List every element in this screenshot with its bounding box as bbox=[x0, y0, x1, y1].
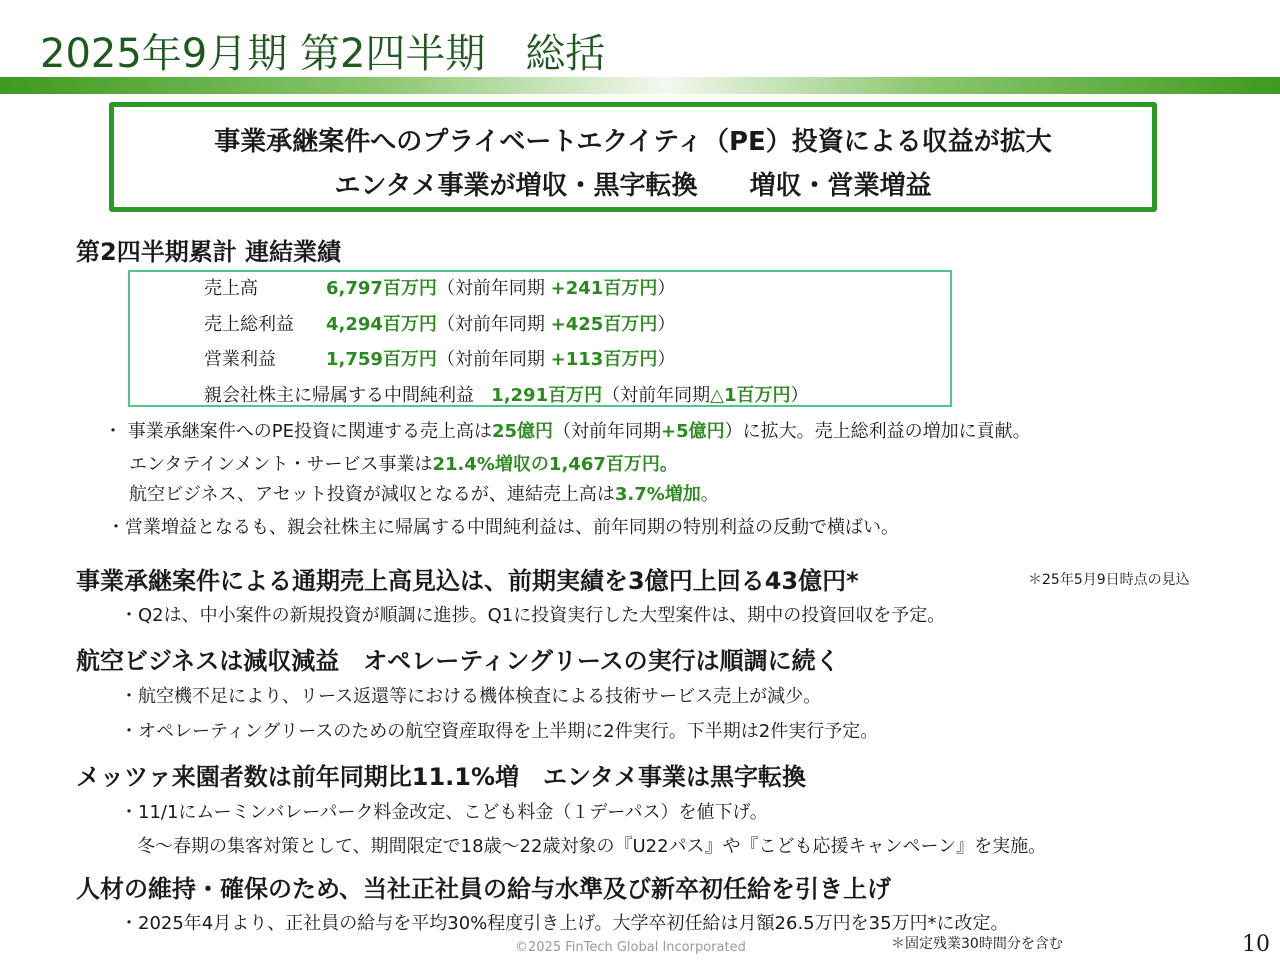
section-heading-metsa: メッツァ来園者数は前年同期比11.1%増 エンタメ事業は黒字転換 bbox=[76, 763, 807, 791]
result-compare-open: （対前年同期 bbox=[436, 349, 545, 370]
result-compare-open: （対前年同期 bbox=[602, 385, 711, 406]
result-compare-close: ） bbox=[790, 385, 809, 406]
section-heading-aviation: 航空ビジネスは減収減益 オペレーティングリースの実行は順調に続く bbox=[76, 647, 840, 675]
bullet-highlight: +5億円 bbox=[661, 421, 725, 442]
result-row-operating bbox=[326, 345, 675, 371]
result-row-operating-label: 営業利益 bbox=[204, 349, 276, 370]
bullet-text: 航空ビジネス、アセット投資が減収となるが、連結売上高は bbox=[129, 484, 615, 505]
section-line: ・2025年4月より、正社員の給与を平均30%程度引き上げ。大学卒初任給は月額26.5万円を35万円*に改定。 bbox=[120, 913, 1009, 934]
bullet-net-income: ・営業増益となるも、親会社株主に帰属する中間純利益は、前年同期の特別利益の反動で横ばい。 bbox=[107, 517, 899, 538]
result-compare-close: ） bbox=[657, 314, 676, 335]
bullet-text: ・ 事業承継案件へのPE投資に関連する売上高は bbox=[104, 421, 492, 442]
section-line: ・航空機不足により、リース返還等における機体検査による技術サービス売上が減少。 bbox=[120, 686, 822, 707]
result-row-sales-label: 売上高 bbox=[204, 278, 258, 299]
result-row-sales bbox=[326, 274, 675, 300]
section-line: ・オペレーティングリースのための航空資産取得を上半期に2件実行。下半期は2件実行予定。 bbox=[120, 721, 879, 742]
bullet-text: 。 bbox=[700, 484, 719, 505]
section-line: 冬～春期の集客対策として、期間限定で18歳～22歳対象の『U22パス』や『こども応援キャンペーン』を実施。 bbox=[137, 836, 1047, 857]
result-value: 1,291百万円 bbox=[491, 385, 603, 406]
result-compare-open: （対前年同期 bbox=[436, 278, 545, 299]
section-line: ・11/1にムーミンバレーパーク料金改定、こども料金（１デーパス）を値下げ。 bbox=[120, 802, 768, 823]
headline-line-1: 事業承継案件へのプライベートエクイティ（PE）投資による収益が拡大 bbox=[214, 127, 1052, 157]
result-compare-close: ） bbox=[657, 278, 676, 299]
result-value: 6,797百万円 bbox=[326, 278, 437, 299]
results-heading: 第2四半期累計 連結業績 bbox=[76, 238, 342, 266]
bullet-entertainment bbox=[129, 450, 678, 476]
result-compare-open: （対前年同期 bbox=[436, 314, 545, 335]
section-note-forecast: ＊25年5月9日時点の見込 bbox=[1028, 572, 1190, 588]
section-note-overtime: ＊固定残業30時間分を含む bbox=[891, 936, 1063, 952]
bullet-text: ）に拡大。売上総利益の増加に貢献。 bbox=[724, 421, 1031, 442]
section-line: ・Q2は、中小案件の新規投資が順調に進捗。Q1に投資実行した大型案件は、期中の投資回収を予定。 bbox=[120, 605, 946, 626]
result-label: 親会社株主に帰属する中間純利益 bbox=[204, 385, 474, 406]
section-heading-succession: 事業承継案件による通期売上高見込は、前期実績を3億円上回る43億円* bbox=[76, 567, 859, 595]
result-compare-close: ） bbox=[657, 349, 676, 370]
result-row-net-income bbox=[204, 381, 808, 407]
bullet-consolidated-sales bbox=[129, 480, 719, 506]
bullet-highlight: 21.4%増収の1,467百万円。 bbox=[432, 454, 678, 475]
bullet-text: （対前年同期 bbox=[553, 421, 662, 442]
headline-line-2: エンタメ事業が増収・黒字転換 増収・営業増益 bbox=[334, 171, 932, 201]
result-value: 1,759百万円 bbox=[326, 349, 437, 370]
result-row-gross-label: 売上総利益 bbox=[204, 314, 294, 335]
page-title: 2025年9月期 第2四半期 総括 bbox=[40, 31, 606, 77]
bullet-pe-sales bbox=[104, 417, 1031, 443]
page-number: 10 bbox=[1242, 932, 1270, 957]
result-delta: +241百万円 bbox=[550, 278, 658, 299]
headline-box bbox=[109, 102, 1157, 212]
bullet-highlight: 25億円 bbox=[491, 421, 554, 442]
bullet-text: エンタテインメント・サービス事業は bbox=[129, 454, 433, 475]
bullet-highlight: 3.7%増加 bbox=[614, 484, 701, 505]
result-value: 4,294百万円 bbox=[326, 314, 437, 335]
result-delta: +113百万円 bbox=[550, 349, 658, 370]
result-delta: △1百万円 bbox=[710, 385, 791, 406]
title-underline-bar bbox=[0, 77, 1280, 94]
copyright: ©2025 FinTech Global Incorporated bbox=[515, 940, 746, 955]
result-row-gross bbox=[326, 310, 675, 336]
section-heading-personnel: 人材の維持・確保のため、当社正社員の給与水準及び新卒初任給を引き上げ bbox=[76, 875, 892, 903]
result-delta: +425百万円 bbox=[550, 314, 658, 335]
